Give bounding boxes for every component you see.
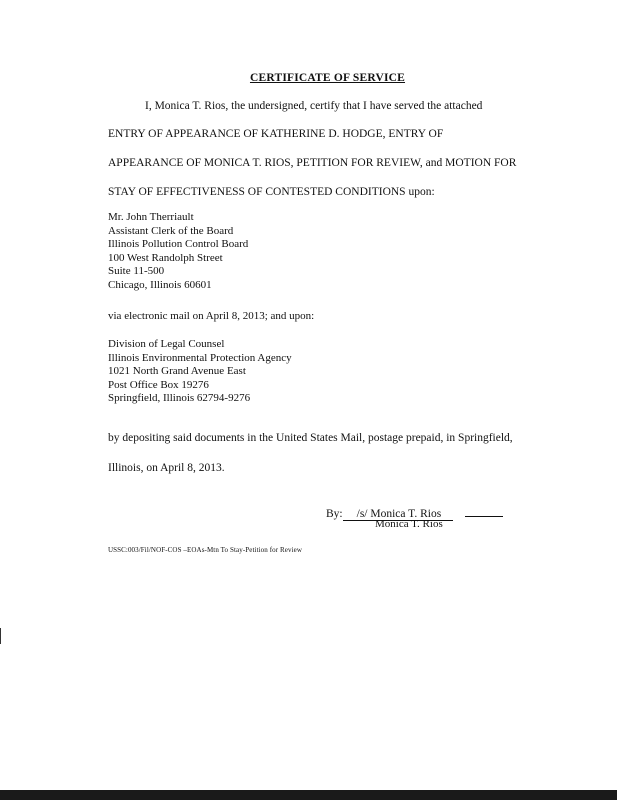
recipient-address-1 — [108, 211, 248, 293]
address-line: 1021 North Grand Avenue East — [108, 365, 246, 378]
by-label: By: — [326, 508, 343, 520]
address-line: 100 West Randolph Street — [108, 251, 223, 264]
mail-line-1: by depositing said documents in the United States Mail, postage prepaid, in Springfield, — [108, 432, 513, 444]
document-title: CERTIFICATE OF SERVICE — [249, 72, 406, 84]
scan-edge-mark — [0, 628, 1, 644]
address-line: Assistant Clerk of the Board — [108, 224, 234, 237]
address-line: Mr. John Therriault — [108, 211, 194, 223]
address-line: Division of Legal Counsel — [108, 338, 225, 350]
printed-name: Monica T. Rios — [375, 518, 443, 530]
recipient-address-2 — [108, 338, 292, 406]
served-line-3: STAY OF EFFECTIVENESS OF CONTESTED CONDITIONS upon: — [108, 186, 435, 198]
intro-line: I, Monica T. Rios, the undersigned, certify that I have served the attached — [145, 100, 483, 112]
document-reference: USSC:003/Fil/NOF-COS –EOAs-Mtn To Stay-Petition for Review — [108, 546, 302, 554]
address-line: Illinois Environmental Protection Agency — [108, 351, 292, 364]
address-line: Springfield, Illinois 62794-9276 — [108, 392, 251, 405]
mail-line-2: Illinois, on April 8, 2013. — [108, 462, 225, 474]
via-electronic-line: via electronic mail on April 8, 2013; and upon: — [108, 310, 315, 322]
scan-bottom-border — [0, 790, 617, 800]
signature-field: /s/ Monica T. Rios — [343, 508, 453, 521]
address-line: Illinois Pollution Control Board — [108, 238, 249, 251]
address-line: Suite 11-500 — [108, 265, 165, 278]
served-line-1: ENTRY OF APPEARANCE OF KATHERINE D. HODGE, ENTRY OF — [108, 128, 444, 140]
address-line: Post Office Box 19276 — [108, 378, 209, 391]
address-line: Chicago, Illinois 60601 — [108, 278, 212, 291]
signature-underline — [465, 505, 503, 517]
served-line-2: APPEARANCE OF MONICA T. RIOS, PETITION FOR REVIEW, and MOTION FOR — [108, 157, 517, 169]
